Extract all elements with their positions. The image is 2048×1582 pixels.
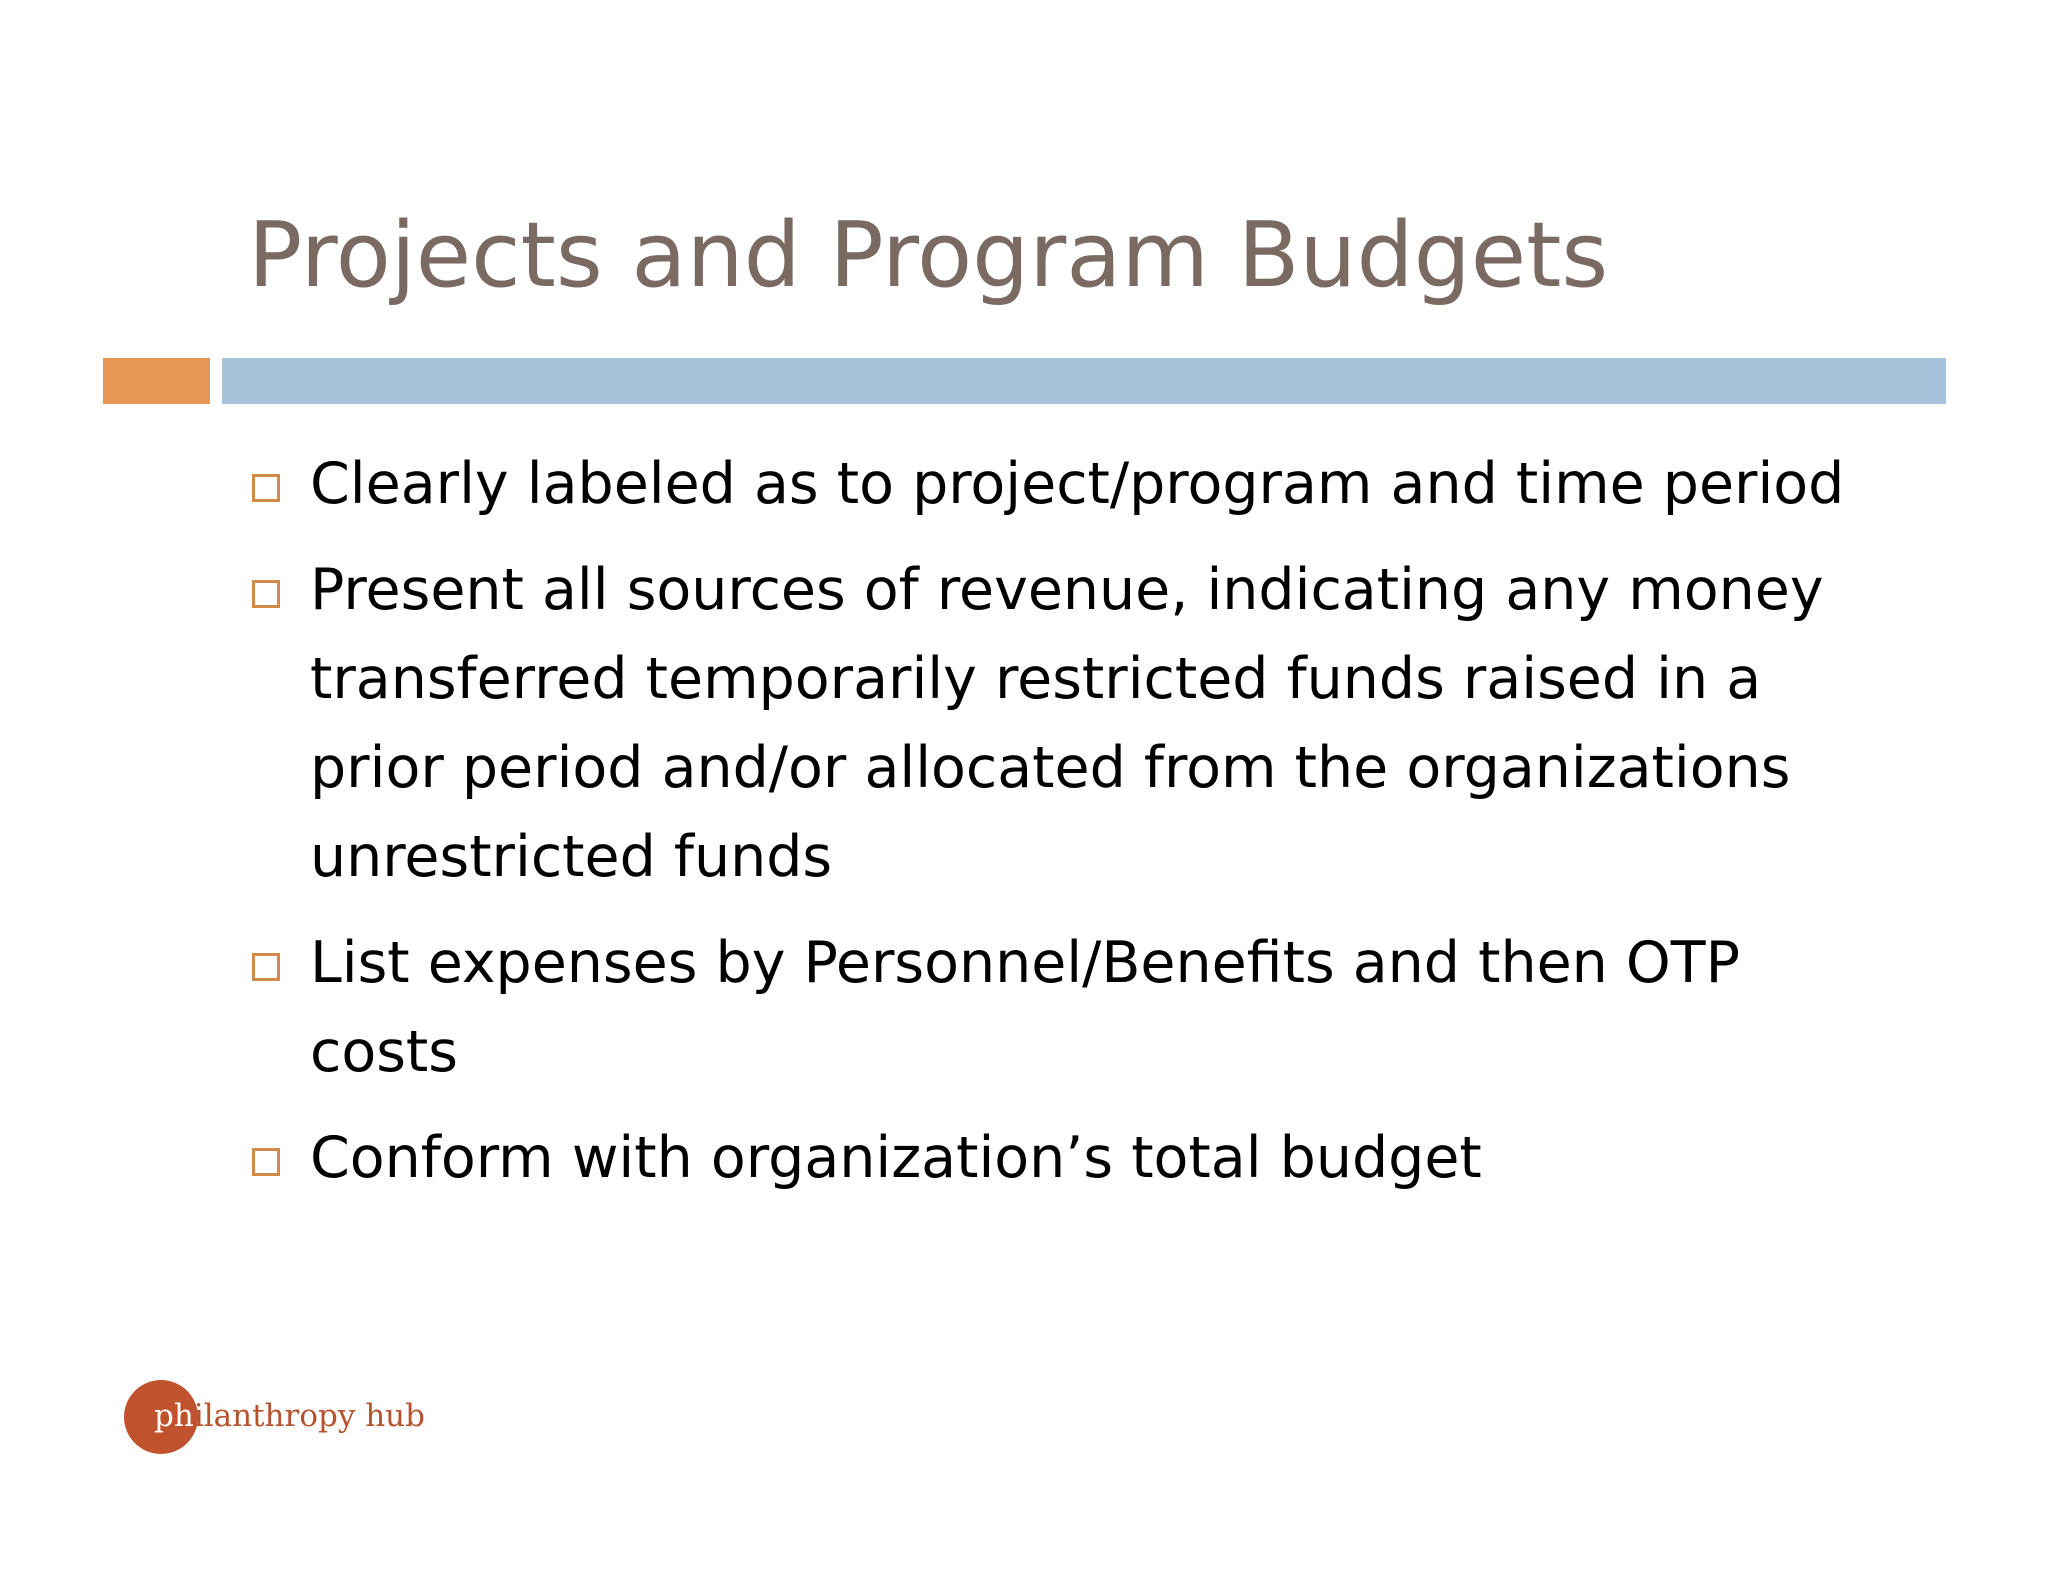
square-bullet-icon (252, 580, 280, 608)
bullet-text: Present all sources of revenue, indicating any money transferred temporarily restricted funds raised in a prior period and/or allocated from the organizations unrestricted funds (310, 557, 1824, 890)
bullet-item (248, 919, 1898, 1097)
logo-text-prefix: ph (154, 1398, 194, 1434)
bullet-item (248, 440, 1898, 529)
square-bullet-icon (252, 953, 280, 981)
slide-title: Projects and Program Budgets (248, 203, 1609, 308)
bullet-list (248, 440, 1898, 1220)
philanthropy-hub-logo (124, 1380, 444, 1456)
accent-bar-orange (103, 358, 210, 404)
bullet-text: List expenses by Personnel/Benefits and then OTP costs (310, 930, 1740, 1085)
logo-text-rest: ilanthropy hub (193, 1398, 425, 1434)
bullet-item (248, 546, 1898, 902)
square-bullet-icon (252, 474, 280, 502)
bullet-text: Clearly labeled as to project/program and time period (310, 451, 1845, 517)
bullet-text: Conform with organization’s total budget (310, 1125, 1482, 1191)
accent-bar-blue (222, 358, 1946, 404)
logo-text (154, 1396, 425, 1436)
square-bullet-icon (252, 1148, 280, 1176)
bullet-item (248, 1114, 1898, 1203)
